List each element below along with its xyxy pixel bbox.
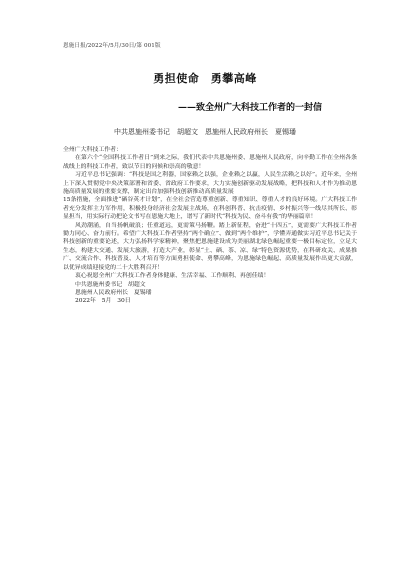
publication-meta: 恩施日报/2022年/5月/30日/第 001版 (63, 43, 161, 49)
signature-block (63, 281, 357, 306)
article-title: 勇担使命 勇攀高峰 (153, 72, 257, 85)
signature-date: 2022年 5月 30日 (75, 298, 131, 305)
paragraph-greeting: 在第六个“全国科技工作者日”到来之际，我们代表中共恩施州委、恩施州人民政府，向辛勤工作在全州各条战线上的科技工作者，致以节日的问候和崇高的敬意！ (63, 155, 357, 170)
paragraph-call-to-action: 风劲潮涌，自当扬帆破浪；任重道远，更需策马扬鞭。踏上新征程，奋进“十四五”，更需要广大科技工作者勠力同心、奋力前行。希望广大科技工作者坚持“两个确立”、做到“两个维护”，学懂弄通做实习近平总书记关于科技创新的重要论述，大力弘扬科学家精神，聚焦把恩施建设成为美丽湖北绿色崛起重要一极目标定位，立足大生态，构建大交通、发展大旅游，打造大产业，彰显“土、硒、茶、凉、绿”特色资源优势，在科研攻关、成果推广、交流合作、科技普及、人才培育等方面勇担使命、勇攀高峰，为恩施绿色崛起、高质量发展作出更大贡献，以优异成绩迎接党的二十大胜利召开！ (63, 222, 357, 271)
signature-line-governor: 恩施州人民政府州长 夏锡璠 (75, 289, 152, 296)
signature-line-secretary: 中共恩施州委书记 胡超文 (75, 281, 146, 288)
article-subtitle: ——致全州广大科技工作者的一封信 (177, 103, 322, 113)
paragraph-measures: 15条措施，全面推进“硒谷英才计划”，在全社会营造尊重创新、尊重知识、尊重人才的良好环境。广大科技工作者充分发挥主力军作用，积极投身经济社会发展主战场，在科创科普、抗击疫情、乡村振兴等一线尽其所长、彰显担当，用实际行动把论文书写在恩施大地上，谱写了新时代“科技为民、奋斗有我”的华丽篇章！ (63, 197, 357, 221)
article-body (63, 146, 357, 306)
article-authors: 中共恩施州委书记 胡超文 恩施州人民政府州长 夏锡璠 (114, 128, 296, 136)
paragraph-quote: 习近平总书记强调：“科技是国之利器，国家赖之以强，企业赖之以赢，人民生活赖之以好”。近年来，全州上下深入贯彻党中央决策部署和省委、省政府工作要求，大力实施创新驱动发展战略，把科技和人才作为推动恩施高质量发展的重要支撑，制定出台加强科技创新推动高质量发展 (63, 172, 357, 196)
paragraph-wishes: 衷心祝愿全州广大科技工作者身体健康、生活幸福、工作顺利、再创佳绩！ (75, 273, 270, 280)
salutation: 全州广大科技工作者： (63, 147, 122, 153)
